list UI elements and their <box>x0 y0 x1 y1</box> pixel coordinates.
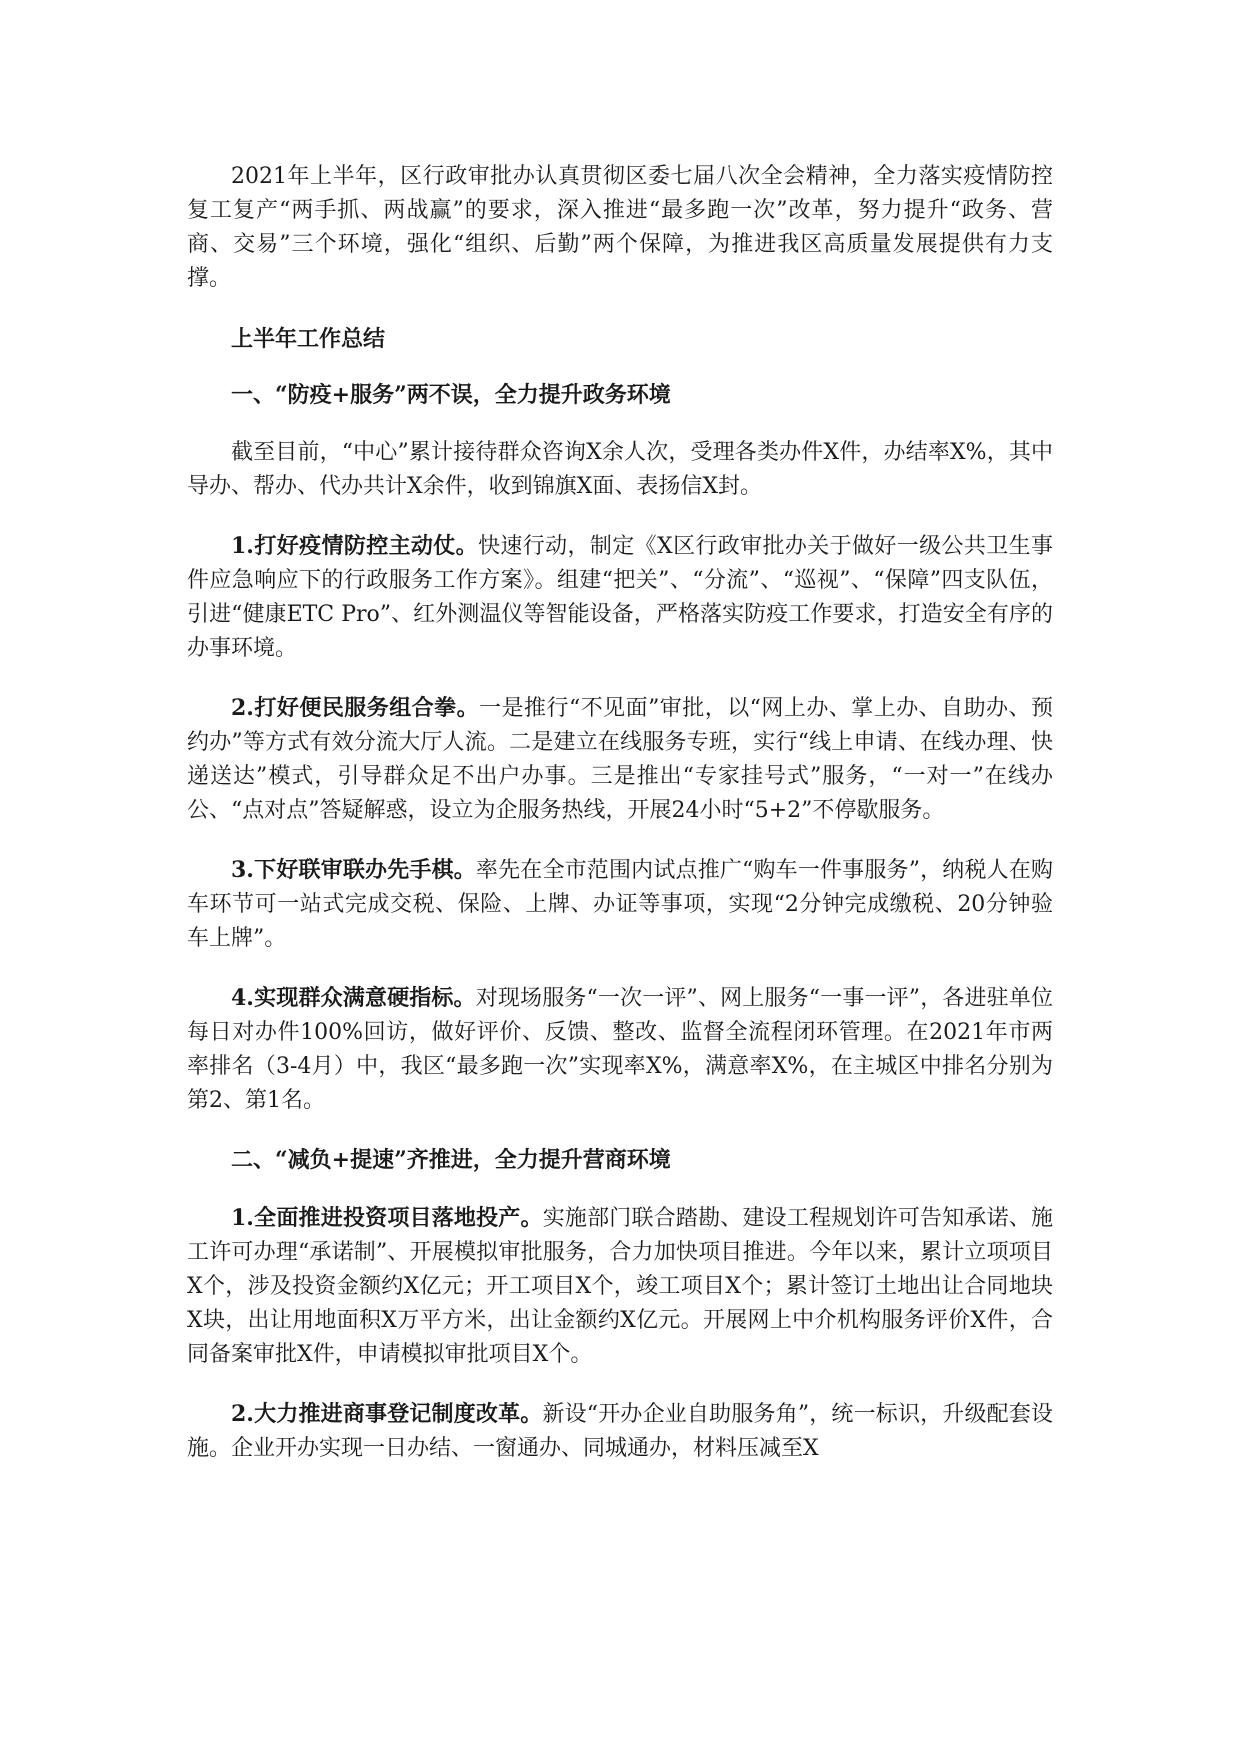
item-text: 快速行动，制定《X区行政审批办关于做好一级公共卫生事件应急响应下的行政服务工作方案》。组建“把关”、“分流”、“巡视”、“保障”四支队伍，引进“健康ETC Pro”、红外测温仪等智能设备，严格落实防疫工作要求，打造安全有序的办事环境。 <box>187 534 1054 661</box>
item-text: 率先在全市范围内试点推广“购车一件事服务”，纳税人在购车环节可一站式完成交税、保险、上牌、办证等事项，实现“2分钟完成缴税、20分钟验车上牌”。 <box>187 858 1054 951</box>
item-text: 实施部门联合踏勘、建设工程规划许可告知承诺、施工许可办理“承诺制”、开展模拟审批服务，合力加快项目推进。今年以来，累计立项项目X个，涉及投资金额约X亿元；开工项目X个，竣工项目X个；累计签订土地出让合同地块X块，出让用地面积X万平方米，出让金额约X亿元。开展网上中介机构服务评价X件，合同备案审批X件，申请模拟审批项目X个。 <box>187 1206 1053 1367</box>
document-page <box>187 160 1053 1491</box>
part2-item-2 <box>187 1397 1053 1466</box>
item-lead: 1.打好疫情防控主动仗。 <box>231 533 479 559</box>
item-text: 一是推行“不见面”审批，以“网上办、掌上办、自助办、预约办”等方式有效分流大厅人流。二是建立在线服务专班，实行“线上申请、在线办理、快递送达”模式，引导群众足不出户办事。三是推出“专家挂号式”服务，“一对一”在线办公、“点对点”答疑解惑，设立为企服务热线，开展24小时“5+2”不停歇服务。 <box>187 696 1053 823</box>
part2-item-1 <box>187 1201 1053 1372</box>
item-lead: 1.全面推进投资项目落地投产。 <box>231 1205 543 1231</box>
item-lead: 2.打好便民服务组合拳。 <box>231 695 480 721</box>
intro-paragraph: 2021年上半年，区行政审批办认真贯彻区委七届八次全会精神，全力落实疫情防控复工复产“两手抓、两战赢”的要求，深入推进“最多跑一次”改革，努力提升“政务、营商、交易”三个环境，强化“组织、后勤”两个保障，为推进我区高质量发展提供有力支撑。 <box>187 164 1053 291</box>
part1-item-2 <box>187 691 1053 828</box>
part1-summary: 截至目前，“中心”累计接待群众咨询X余人次，受理各类办件X件，办结率X%，其中导办、帮办、代办共计X余件，收到锦旗X面、表扬信X封。 <box>187 440 1053 499</box>
section-title: 上半年工作总结 <box>231 326 386 352</box>
part1-item-3 <box>187 853 1053 956</box>
part1-item-1 <box>187 529 1053 666</box>
item-lead: 2.大力推进商事登记制度改革。 <box>231 1401 543 1427</box>
item-lead: 4.实现群众满意硬指标。 <box>231 985 476 1011</box>
part2-heading: 二、“减负+提速”齐推进，全力提升营商环境 <box>231 1147 671 1173</box>
item-lead: 3.下好联审联办先手棋。 <box>231 857 476 883</box>
item-text: 对现场服务“一次一评”、网上服务“一事一评”，各进驻单位每日对办件100%回访，做好评价、反馈、整改、监督全流程闭环管理。在2021年市两率排名（3-4月）中，我区“最多跑一次”实现率X%，满意率X%，在主城区中排名分别为第2、第1名。 <box>187 986 1053 1113</box>
item-text: 新设“开办企业自助服务角”，统一标识，升级配套设施。企业开办实现一日办结、一窗通办、同城通办，材料压减至X <box>187 1402 1054 1461</box>
part1-heading: 一、“防疫+服务”两不误，全力提升政务环境 <box>231 382 671 408</box>
part1-item-4 <box>187 981 1053 1118</box>
